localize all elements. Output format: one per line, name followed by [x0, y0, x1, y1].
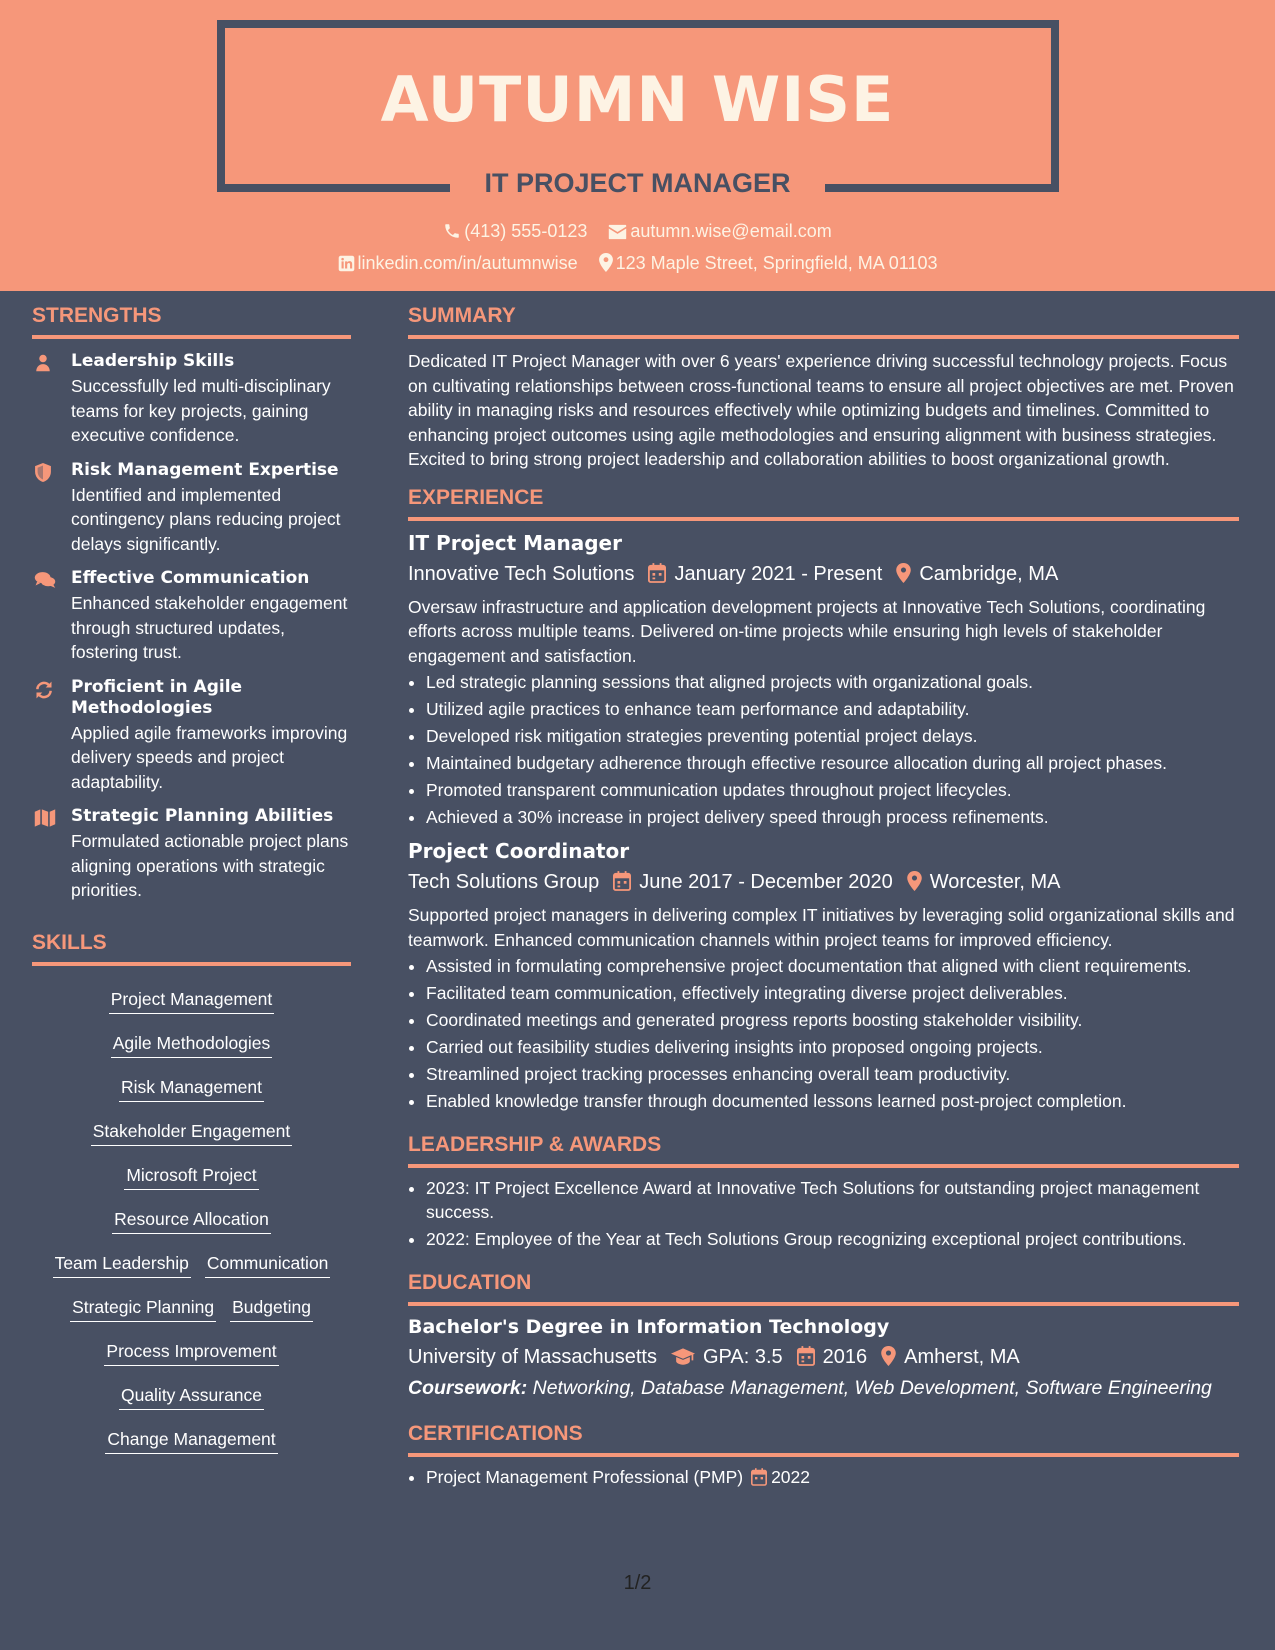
list-item: • Utilized agile practices to enhance team performance and adaptability.	[426, 697, 1239, 721]
calendar-icon	[797, 1346, 815, 1366]
map-pin-icon	[881, 1346, 896, 1366]
skill-tag: Microsoft Project	[124, 1163, 258, 1190]
phone-contact[interactable]	[443, 219, 587, 243]
position-description: Supported project managers in delivering complex IT initiatives by leveraging solid organizational skills and teamwork. Enhanced communication channels within project teams for improved efficiency.	[408, 905, 1235, 950]
calendar-icon	[613, 871, 631, 891]
company-name: Tech Solutions Group	[408, 871, 600, 893]
page-number: 1/2	[623, 1572, 652, 1594]
strength-item	[32, 460, 351, 557]
list-item: • Led strategic planning sessions that aligned projects with organizational goals.	[426, 670, 1239, 694]
position-location: Worcester, MA	[929, 871, 1061, 893]
strength-desc: Successfully led multi-disciplinary teams for key projects, gaining executive confidence.	[71, 376, 331, 445]
list-item: • 2023: IT Project Excellence Award at Innovative Tech Solutions for outstanding project management success.	[426, 1176, 1239, 1224]
linkedin-text: linkedin.com/in/autumnwise	[357, 253, 578, 273]
list-item: • Streamlined project tracking processes enhancing overall team productivity.	[426, 1062, 1239, 1086]
list-item: • Developed risk mitigation strategies preventing potential project delays.	[426, 724, 1239, 748]
certification-name: Project Management Professional (PMP)	[426, 1467, 744, 1487]
email-contact[interactable]	[608, 219, 831, 243]
strength-item	[32, 568, 351, 665]
list-item: • Enabled knowledge transfer through documented lessons learned post-project completion.	[426, 1089, 1239, 1113]
graduation-year: 2016	[822, 1346, 868, 1368]
map-icon	[34, 809, 56, 832]
school-name: University of Massachusetts	[408, 1346, 657, 1368]
skill-tag: Agile Methodologies	[111, 1031, 273, 1058]
achievement-list	[408, 670, 1239, 829]
list-item: • 2022: Employee of the Year at Tech Solutions Group recognizing exceptional project contributions.	[426, 1227, 1239, 1251]
calendar-icon	[751, 1468, 767, 1486]
list-item: • Coordinated meetings and generated progress reports boosting stakeholder visibility.	[426, 1008, 1239, 1032]
position-dates: January 2021 - Present	[674, 562, 883, 585]
strength-title: Effective Communication	[71, 568, 310, 588]
position-description: Oversaw infrastructure and application development projects at Innovative Tech Solutions, coordinating efforts across multiple teams. Delivered on-time projects while ensuring high levels of stakeholder engagement and satisfaction.	[408, 596, 1206, 666]
list-item	[426, 1465, 1239, 1489]
strength-item	[32, 806, 351, 903]
summary-text: Dedicated IT Project Manager with over 6 years' experience driving successful technology projects. Focus on cultivating relationships between cross-functional teams to ensure all project objectives are met. Proven ability in managing risks and resources effectively while optimizing budgets and timelines. Committed to enhancing project outcomes using agile methodologies and ensuring alignment with business strategies. Excited to bring strong project leadership and collaboration abilities to boost organizational growth.	[408, 351, 1234, 469]
strength-title: Proficient in Agile Methodologies	[71, 676, 243, 718]
job-title: IT PROJECT MANAGER	[484, 168, 791, 198]
skill-tag: Project Management	[109, 987, 274, 1014]
experience-entry	[408, 837, 1239, 1113]
gpa-text: GPA: 3.5	[702, 1346, 783, 1368]
position-title: Project Coordinator	[408, 839, 630, 863]
company-name: Innovative Tech Solutions	[408, 562, 635, 585]
summary-heading: SUMMARY	[408, 302, 1239, 339]
linkedin-icon	[338, 255, 355, 272]
map-pin-icon	[907, 871, 922, 891]
strength-desc: Enhanced stakeholder engagement through structured updates, fostering trust.	[71, 593, 348, 662]
list-item: • Promoted transparent communication updates throughout project lifecycles.	[426, 778, 1239, 802]
certifications-heading: CERTIFICATIONS	[408, 1420, 1239, 1457]
education-heading: EDUCATION	[408, 1269, 1239, 1306]
awards-list	[408, 1176, 1239, 1251]
calendar-icon	[648, 563, 666, 583]
list-item: • Carried out feasibility studies delivering insights into proposed ongoing projects.	[426, 1035, 1239, 1059]
skills-list	[32, 980, 351, 1464]
certifications-list	[408, 1465, 1239, 1489]
strength-desc: Applied agile frameworks improving delivery speeds and project adaptability.	[71, 722, 348, 792]
linkedin-contact[interactable]	[338, 251, 578, 275]
envelope-icon	[608, 224, 627, 240]
comments-icon	[34, 571, 56, 594]
position-location: Cambridge, MA	[919, 562, 1059, 585]
strength-title: Leadership Skills	[71, 351, 235, 371]
graduation-cap-icon	[671, 1348, 695, 1366]
candidate-name: AUTUMN WISE	[380, 63, 895, 136]
experience-entry	[408, 529, 1239, 830]
list-item: • Facilitated team communication, effectively integrating diverse project deliverables.	[426, 981, 1239, 1005]
position-meta	[408, 559, 1239, 589]
contact-row-1	[0, 219, 1275, 243]
degree-title: Bachelor's Degree in Information Technology	[408, 1316, 890, 1338]
skill-tag: Quality Assurance	[119, 1383, 264, 1410]
shield-icon	[34, 463, 52, 487]
phone-text: (413) 555-0123	[464, 221, 588, 241]
list-item: • Achieved a 30% increase in project delivery speed through process refinements.	[426, 805, 1239, 829]
experience-heading: EXPERIENCE	[408, 484, 1239, 521]
skill-tag: Stakeholder Engagement	[91, 1119, 293, 1146]
position-meta	[408, 867, 1239, 897]
strength-desc: Formulated actionable project plans aligning operations with strategic priorities.	[71, 831, 349, 900]
skills-heading: SKILLS	[32, 929, 351, 966]
skill-tag: Resource Allocation	[112, 1207, 271, 1234]
skill-tag: Process Improvement	[104, 1339, 278, 1366]
coursework-label: Coursework:	[408, 1377, 528, 1399]
skill-tag: Strategic Planning	[70, 1295, 216, 1322]
list-item: • Assisted in formulating comprehensive project documentation that aligned with client requirements.	[426, 954, 1239, 978]
skill-tag: Change Management	[105, 1427, 277, 1454]
skill-tag: Budgeting	[230, 1295, 313, 1322]
awards-heading: LEADERSHIP & AWARDS	[408, 1131, 1239, 1168]
strength-title: Strategic Planning Abilities	[71, 806, 334, 826]
coursework	[408, 1374, 1239, 1402]
strength-item	[32, 677, 351, 795]
right-column	[408, 302, 1239, 1492]
achievement-list	[408, 954, 1239, 1113]
map-pin-icon	[896, 563, 911, 583]
contact-row-2	[0, 251, 1275, 275]
strength-title: Risk Management Expertise	[71, 459, 339, 480]
strength-item	[32, 351, 351, 448]
skill-tag: Team Leadership	[53, 1251, 191, 1278]
education-location: Amherst, MA	[904, 1346, 1020, 1368]
address-text: 123 Maple Street, Springfield, MA 01103	[615, 253, 938, 273]
education-meta	[408, 1342, 1239, 1372]
phone-icon	[443, 222, 461, 240]
strengths-heading: STRENGTHS	[32, 302, 351, 339]
skill-tag: Communication	[205, 1251, 331, 1278]
position-title: IT Project Manager	[408, 530, 622, 555]
coursework-text: Networking, Database Management, Web Development, Software Engineering	[532, 1377, 1212, 1399]
list-item: • Maintained budgetary adherence through effective resource allocation during all project phases.	[426, 751, 1239, 775]
sync-icon	[34, 680, 54, 705]
strength-desc: Identified and implemented contingency plans reducing project delays significantly.	[71, 484, 341, 554]
left-column	[32, 302, 351, 1464]
certification-year: 2022	[771, 1467, 811, 1487]
position-dates: June 2017 - December 2020	[639, 871, 893, 893]
resume-header	[0, 0, 1275, 291]
skill-tag: Risk Management	[119, 1075, 264, 1102]
address-contact	[599, 251, 938, 275]
user-icon	[34, 354, 52, 377]
email-text: autumn.wise@email.com	[630, 221, 832, 241]
map-pin-icon	[599, 253, 613, 272]
